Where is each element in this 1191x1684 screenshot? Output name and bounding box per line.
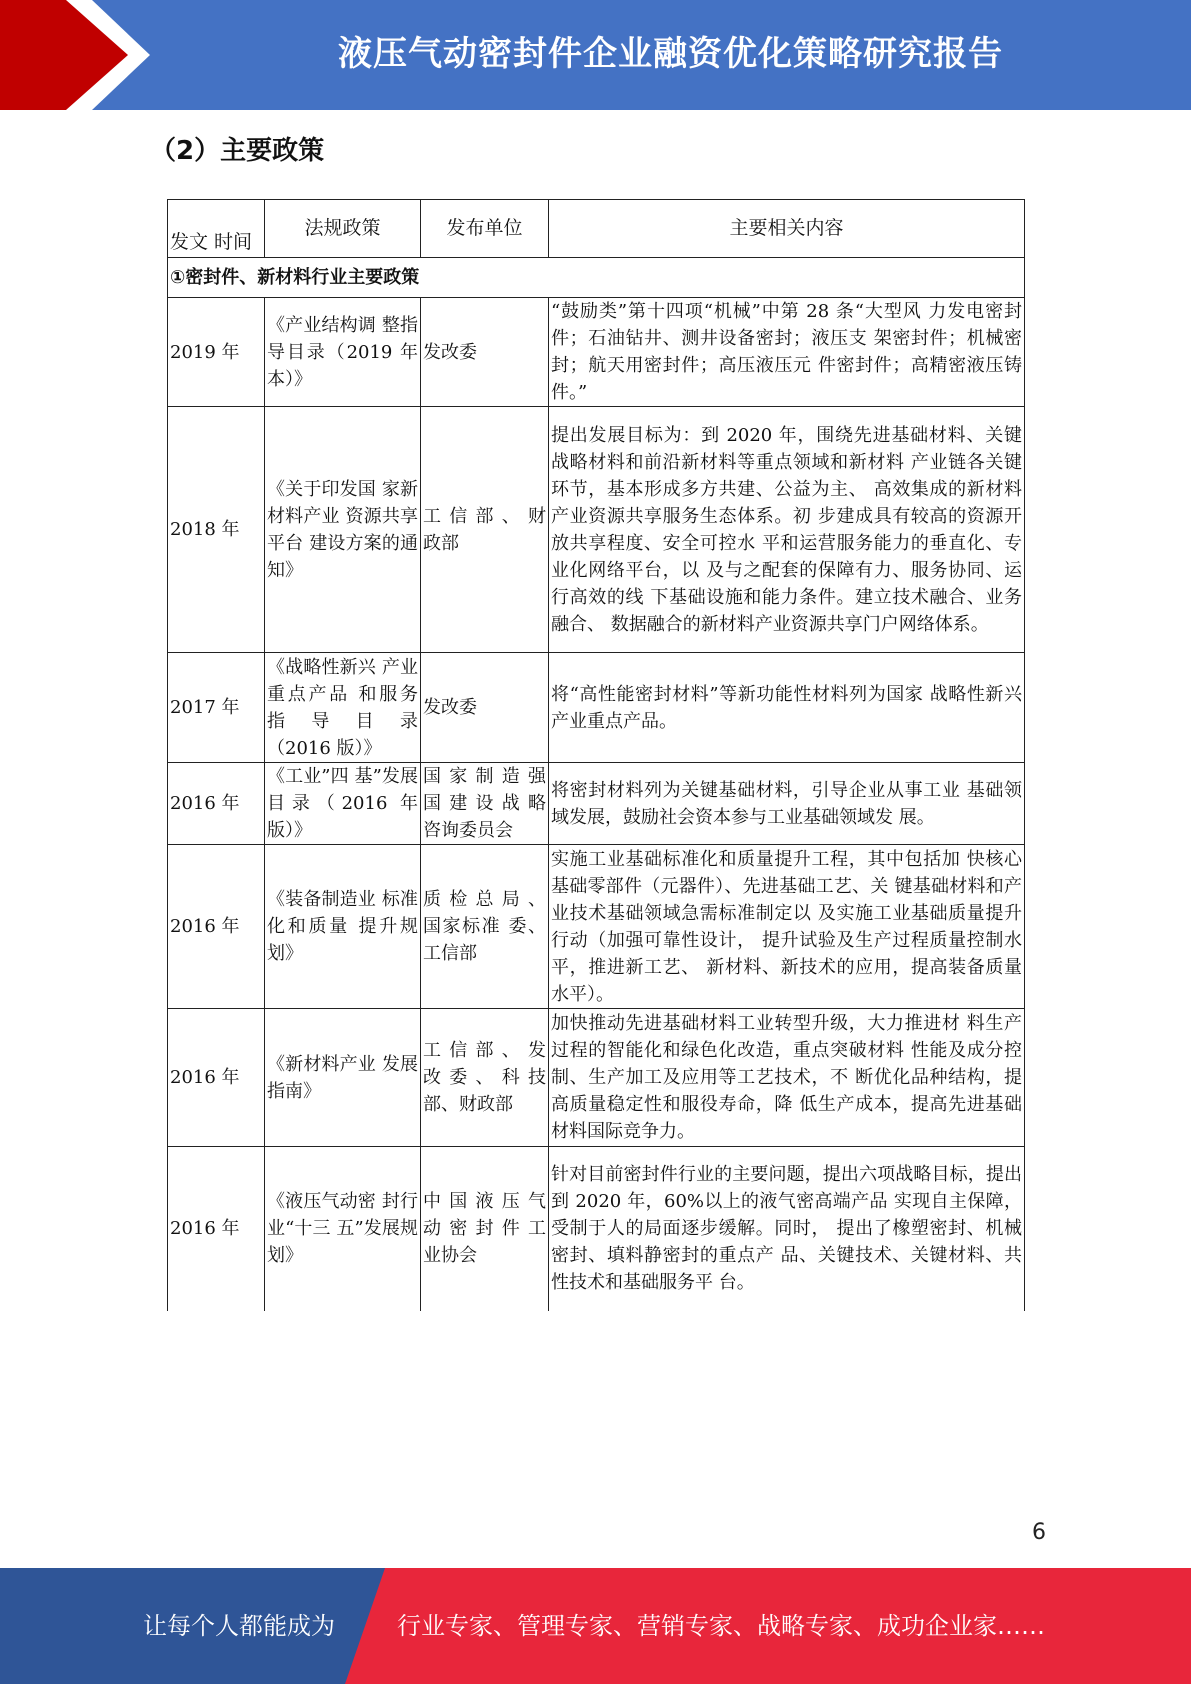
header-publisher: 发布单位	[421, 200, 549, 258]
cell-law: 《装备制造业 标准化和质量 提升规划》	[265, 845, 421, 1009]
page-header	[0, 0, 1191, 110]
cell-publisher: 工 信 部 、 发 改 委 、 科 技 部、财政部	[421, 1009, 549, 1147]
section-title-row	[168, 258, 1025, 298]
cell-content: 提出发展目标为：到 2020 年，围绕先进基础材料、关键战略材料和前沿新材料等重点领域和新材料 产业链各关键环节，基本形成多方共建、公益为主、 高效集成的新材料产业资源共享服务生态体系。初 步建成具有较高的资源开放共享程度、安全可控水 平和运营服务能力的垂直化、专业化网络平台，以 及与之配套的保障有力、服务协同、运行高效的线 下基础设施和能力条件。建立技术融合、业务融合、 数据融合的新材料产业资源共享门户网络体系。	[549, 407, 1025, 653]
cell-publisher: 发改委	[421, 298, 549, 407]
cell-date: 2016 年	[168, 1009, 265, 1147]
cell-content: 将密封材料列为关键基础材料，引导企业从事工业 基础领域发展，鼓励社会资本参与工业基础领域发 展。	[549, 763, 1025, 845]
table-row	[168, 407, 1025, 653]
cell-law: 《产业结构调 整指导目录（2019 年本）》	[265, 298, 421, 407]
cell-date: 2016 年	[168, 1147, 265, 1311]
cell-publisher: 质 检 总 局 、 国家标准 委、工信部	[421, 845, 549, 1009]
cell-content: “鼓励类”第十四项“机械”中第 28 条“大型风 力发电密封件；石油钻井、测井设备密封；液压支 架密封件；机械密封；航天用密封件；高压液压元 件密封件；高精密液压铸件。”	[549, 298, 1025, 407]
table-row	[168, 845, 1025, 1009]
cell-date: 2016 年	[168, 763, 265, 845]
cell-content: 针对目前密封件行业的主要问题，提出六项战略目标，提出到 2020 年，60%以上的液气密高端产品 实现自主保障，受制于人的局面逐步缓解。同时， 提出了橡塑密封、机械密封、填料静密封的重点产 品、关键技术、关键材料、共性技术和基础服务平 台。	[549, 1147, 1025, 1311]
table-row	[168, 1009, 1025, 1147]
header-date: 发文 时间	[168, 200, 265, 258]
cell-content: 实施工业基础标准化和质量提升工程，其中包括加 快核心基础零部件（元器件）、先进基础工艺、关 键基础材料和产业技术基础领域急需标准制定以 及实施工业基础质量提升行动（加强可靠性设计， 提升试验及生产过程质量控制水平，推进新工艺、 新材料、新技术的应用，提高装备质量水平）。	[549, 845, 1025, 1009]
report-title: 液压气动密封件企业融资优化策略研究报告	[338, 34, 1003, 74]
table-row	[168, 653, 1025, 763]
cell-publisher: 发改委	[421, 653, 549, 763]
header-content: 主要相关内容	[549, 200, 1025, 258]
cell-content: 加快推动先进基础材料工业转型升级，大力推进材 料生产过程的智能化和绿色化改造，重点突破材料 性能及成分控制、生产加工及应用等工艺技术，不 断优化品种结构，提高质量稳定性和服役寿命，降 低生产成本，提高先进基础材料国际竞争力。	[549, 1009, 1025, 1147]
cell-date: 2016 年	[168, 845, 265, 1009]
section-heading: （2）主要政策	[150, 136, 325, 166]
cell-publisher: 工 信 部 、 财政部	[421, 407, 549, 653]
footer-slogan-right: 行业专家、管理专家、营销专家、战略专家、成功企业家……	[397, 1612, 1045, 1640]
table-row	[168, 1147, 1025, 1311]
table-row	[168, 298, 1025, 407]
header-law: 法规政策	[265, 200, 421, 258]
cell-publisher: 国 家 制 造 强 国 建 设 战 略 咨询委员会	[421, 763, 549, 845]
cell-law: 《关于印发国 家新材料产业 资源共享平台 建设方案的通 知》	[265, 407, 421, 653]
cell-publisher: 中 国 液 压 气 动 密 封 件 工 业协会	[421, 1147, 549, 1311]
section-title: ①密封件、新材料行业主要政策	[168, 258, 1025, 298]
table-header-row	[168, 200, 1025, 258]
cell-content: 将“高性能密封材料”等新功能性材料列为国家 战略性新兴产业重点产品。	[549, 653, 1025, 763]
cell-law: 《新材料产业 发展指南》	[265, 1009, 421, 1147]
cell-law: 《液压气动密 封行业“十三 五”发展规 划》	[265, 1147, 421, 1311]
header-chevron-decoration	[0, 0, 160, 110]
page-number: 6	[1032, 1520, 1046, 1545]
cell-date: 2018 年	[168, 407, 265, 653]
cell-law: 《战略性新兴 产业重点产品 和服务 指 导 目 录（2016 版）》	[265, 653, 421, 763]
table-row	[168, 763, 1025, 845]
policy-table	[167, 199, 1025, 1311]
cell-date: 2019 年	[168, 298, 265, 407]
page-footer	[0, 1568, 1191, 1684]
cell-date: 2017 年	[168, 653, 265, 763]
footer-slogan-left: 让每个人都能成为	[143, 1612, 335, 1640]
cell-law: 《工业”四 基”发展目录（2016 年版）》	[265, 763, 421, 845]
